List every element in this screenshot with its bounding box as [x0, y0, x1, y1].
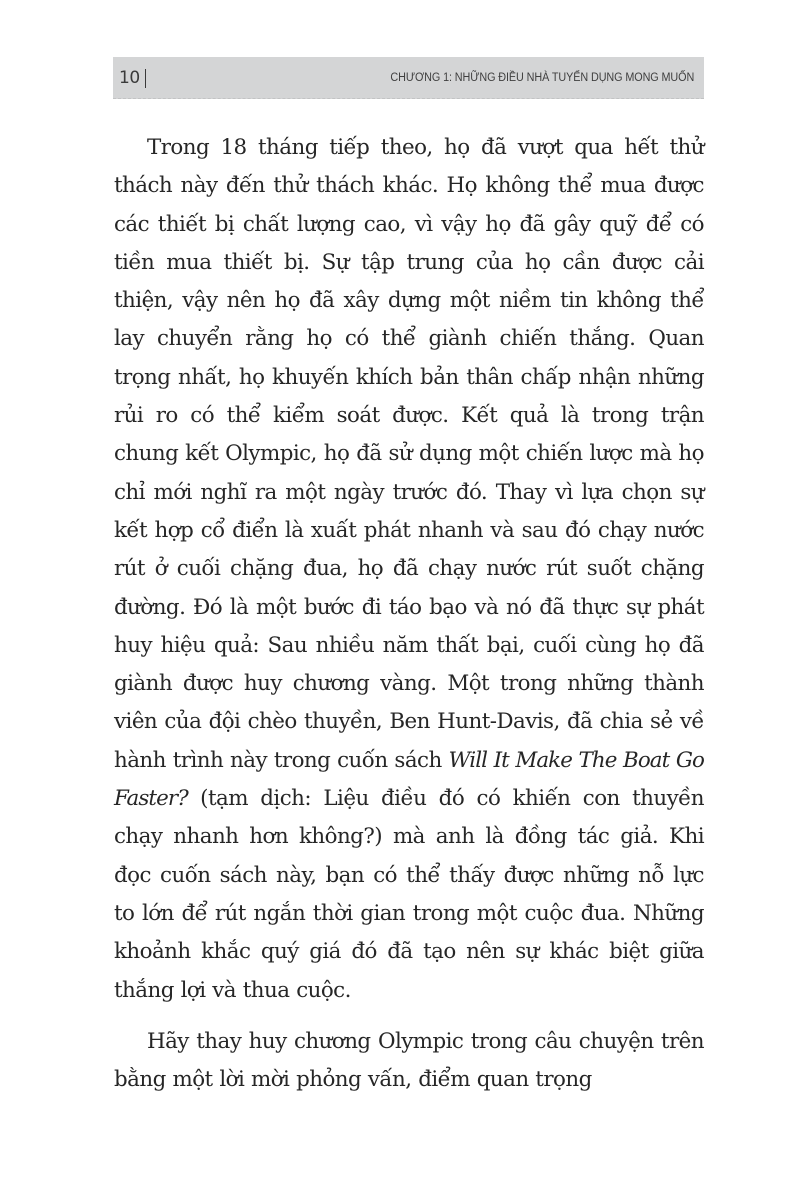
running-header [113, 57, 704, 99]
page-number: 10 [119, 68, 140, 88]
chapter-title: CHƯƠNG 1: NHỮNG ĐIỀU NHÀ TUYỂN DỤNG MONG MUỐN [390, 72, 694, 84]
paragraph [114, 129, 704, 1010]
paragraph-text: Trong 18 tháng tiếp theo, họ đã vượt qua hết thử thách này đến thử thách khác. Họ không thể mua được các thiết bị chất lượng cao, vì vậy họ đã gây quỹ để có tiền mua thiết bị. Sự tập trung của họ cần được cải thiện, vậy nên họ đã xây dựng một niềm tin không thể lay chuyển rằng họ có thể giành chiến thắng. Quan trọng nhất, họ khuyến khích bản thân chấp nhận những rủi ro có thể kiểm soát được. Kết quả là trong trận chung kết Olympic, họ đã sử dụng một chiến lược mà họ chỉ mới nghĩ ra một ngày trước đó. Thay vì lựa chọn sự kết hợp cổ điển là xuất phát nhanh và sau đó chạy nước rút ở cuối chặng đua, họ đã chạy nước rút suốt chặng đường. Đó là một bước đi táo bạo và nó đã thực sự phát huy hiệu quả: Sau nhiều năm thất bại, cuối cùng họ đã giành được huy chương vàng. Một trong những thành viên của đội chèo thuyền, Ben Hunt-Davis, đã chia sẻ về hành trình này trong cuốn sách [114, 135, 704, 773]
header-divider [145, 69, 146, 88]
paragraph [114, 1023, 704, 1100]
page-body [114, 129, 704, 1099]
paragraph-text: (tạm dịch: Liệu điều đó có khiến con thuyền chạy nhanh hơn không?) mà anh là đồng tác giả. Khi đọc cuốn sách này, bạn có thể thấy được những nỗ lực to lớn để rút ngắn thời gian trong một cuộc đua. Những khoảnh khắc quý giá đó đã tạo nên sự khác biệt giữa thắng lợi và thua cuộc. [114, 786, 704, 1003]
paragraph-text: Hãy thay huy chương Olympic trong câu chuyện trên bằng một lời mời phỏng vấn, điểm quan trọng [114, 1028, 704, 1093]
book-title: Will It Make The Boat Go Faster? [114, 747, 705, 812]
